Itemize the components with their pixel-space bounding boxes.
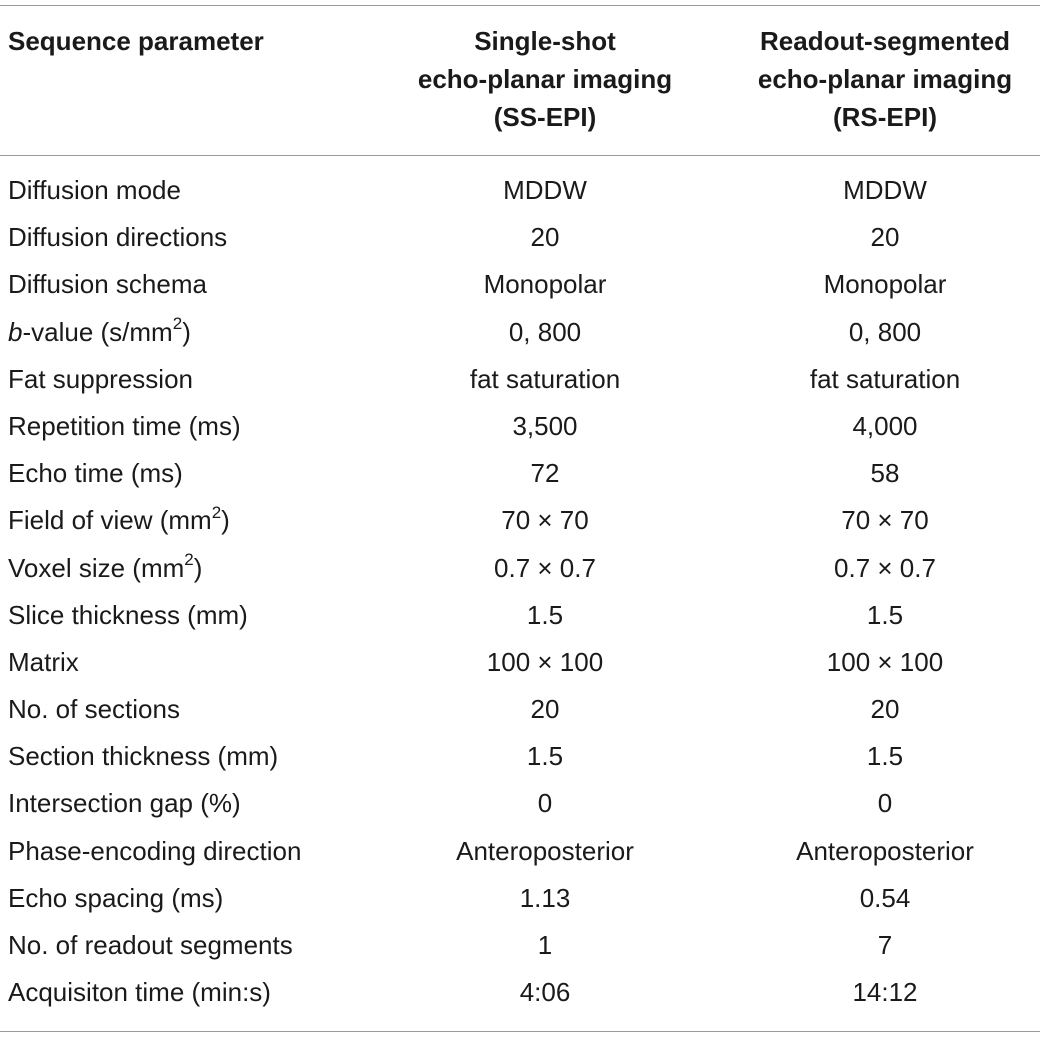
param-cell bbox=[8, 357, 193, 401]
param-cell bbox=[8, 829, 301, 873]
param-text: Repetition time (ms) bbox=[8, 410, 241, 441]
param-text: -value (s/mm bbox=[22, 316, 173, 347]
param-cell bbox=[8, 640, 79, 684]
table-row bbox=[0, 734, 1040, 781]
header-col0-text: Sequence parameter bbox=[8, 26, 264, 56]
param-tail: ) bbox=[193, 552, 203, 583]
ss-epi-value: 3,500 bbox=[512, 410, 578, 441]
param-text: Phase-encoding direction bbox=[8, 835, 302, 866]
table-row bbox=[0, 781, 1040, 828]
ss-epi-value: 0 bbox=[537, 788, 553, 819]
param-cell bbox=[8, 970, 271, 1014]
param-text: Field of view (mm bbox=[8, 505, 212, 536]
table-row bbox=[0, 404, 1040, 451]
param-cell bbox=[8, 498, 230, 542]
rs-epi-value: 20 bbox=[870, 694, 900, 725]
header-rs-epi bbox=[730, 22, 1040, 136]
ss-epi-value: 72 bbox=[530, 458, 560, 489]
rs-epi-value: 100 × 100 bbox=[826, 646, 944, 677]
param-superscript: 2 bbox=[172, 313, 183, 333]
param-text: Intersection gap (%) bbox=[8, 788, 241, 819]
ss-epi-value: 4:06 bbox=[519, 977, 571, 1008]
bottom-rule bbox=[0, 1031, 1040, 1032]
rs-epi-value: 14:12 bbox=[852, 977, 918, 1008]
rs-epi-value: Monopolar bbox=[823, 269, 947, 300]
header-col2-line: Readout-segmented bbox=[760, 26, 1010, 56]
param-superscript: 2 bbox=[184, 549, 194, 569]
param-cell bbox=[8, 734, 278, 778]
rs-epi-value: 58 bbox=[870, 458, 900, 489]
ss-epi-value: 0, 800 bbox=[508, 316, 582, 347]
ss-epi-value: 20 bbox=[530, 694, 560, 725]
param-cell bbox=[8, 215, 227, 259]
param-text: No. of sections bbox=[8, 694, 180, 725]
rs-epi-value: 20 bbox=[870, 222, 900, 253]
param-superscript: 2 bbox=[211, 502, 222, 522]
param-cell bbox=[8, 451, 183, 495]
rs-epi-value: 4,000 bbox=[852, 410, 918, 441]
param-cell bbox=[8, 310, 191, 354]
rs-epi-value: MDDW bbox=[843, 175, 927, 205]
ss-epi-value: 1.13 bbox=[519, 882, 571, 913]
table-row bbox=[0, 923, 1040, 970]
header-col2-line: (RS-EPI) bbox=[833, 102, 937, 132]
param-text: Diffusion directions bbox=[8, 222, 228, 253]
param-cell bbox=[8, 168, 181, 212]
param-text: Diffusion schema bbox=[8, 269, 207, 300]
ss-epi-value: 1.5 bbox=[526, 599, 564, 630]
ss-epi-value: fat saturation bbox=[469, 363, 621, 394]
param-cell bbox=[8, 593, 248, 637]
rs-epi-value: Anteroposterior bbox=[796, 835, 974, 866]
param-text: Matrix bbox=[8, 646, 79, 677]
table-row bbox=[0, 215, 1040, 262]
param-text: Echo spacing (ms) bbox=[8, 882, 224, 913]
param-cell bbox=[8, 781, 241, 825]
param-text: Voxel size (mm bbox=[8, 552, 185, 583]
ss-epi-value: 1.5 bbox=[526, 741, 564, 772]
param-text: No. of readout segments bbox=[8, 930, 293, 960]
ss-epi-value: Monopolar bbox=[483, 269, 607, 300]
param-cell bbox=[8, 687, 180, 731]
header-col2-line: echo-planar imaging bbox=[757, 64, 1013, 94]
rs-epi-value: 1.5 bbox=[866, 599, 904, 630]
param-cell bbox=[8, 546, 202, 590]
rs-epi-value: 1.5 bbox=[866, 741, 904, 772]
table-row bbox=[0, 970, 1040, 1017]
param-text: Fat suppression bbox=[8, 363, 193, 394]
param-cell bbox=[8, 876, 223, 920]
header-ss-epi bbox=[395, 22, 695, 136]
header-col1-line: (SS-EPI) bbox=[493, 102, 597, 132]
param-text: Section thickness (mm) bbox=[8, 741, 279, 772]
rs-epi-value: 0, 800 bbox=[848, 316, 922, 347]
header-sequence-parameter bbox=[8, 22, 264, 60]
header-col1-line: Single-shot bbox=[474, 26, 616, 56]
rs-epi-value: 7 bbox=[877, 930, 893, 960]
table-row bbox=[0, 168, 1040, 215]
table-row bbox=[0, 498, 1040, 545]
header-rule bbox=[0, 155, 1040, 156]
rs-epi-value: 70 × 70 bbox=[841, 505, 929, 536]
ss-epi-value: 20 bbox=[530, 222, 560, 253]
param-cell bbox=[8, 923, 293, 967]
rs-epi-value: 0.7 × 0.7 bbox=[834, 552, 936, 583]
table-row bbox=[0, 687, 1040, 734]
table-row bbox=[0, 593, 1040, 640]
param-text: Acquisiton time (min:s) bbox=[8, 977, 271, 1008]
header-col1-line: echo-planar imaging bbox=[417, 64, 673, 94]
ss-epi-value: 0.7 × 0.7 bbox=[494, 552, 596, 583]
ss-epi-value: 1 bbox=[537, 930, 553, 960]
ss-epi-value: 100 × 100 bbox=[486, 646, 604, 677]
rs-epi-value: fat saturation bbox=[809, 363, 961, 394]
ss-epi-value: Anteroposterior bbox=[456, 835, 634, 866]
param-tail: ) bbox=[182, 316, 191, 347]
param-cell bbox=[8, 262, 207, 306]
rs-epi-value: 0 bbox=[877, 788, 893, 819]
table-row bbox=[0, 451, 1040, 498]
table-body bbox=[0, 168, 1040, 1017]
table-row bbox=[0, 357, 1040, 404]
table-row bbox=[0, 262, 1040, 309]
param-text: Diffusion mode bbox=[8, 175, 181, 205]
param-tail: ) bbox=[221, 505, 230, 536]
param-cell bbox=[8, 404, 241, 448]
table-row bbox=[0, 829, 1040, 876]
ss-epi-value: 70 × 70 bbox=[501, 505, 589, 536]
table-row bbox=[0, 640, 1040, 687]
param-text: Echo time (ms) bbox=[8, 458, 183, 489]
table-row bbox=[0, 876, 1040, 923]
table-row bbox=[0, 310, 1040, 357]
ss-epi-value: MDDW bbox=[503, 175, 587, 205]
top-rule bbox=[0, 5, 1040, 6]
table-row bbox=[0, 546, 1040, 593]
param-text: Slice thickness (mm) bbox=[8, 599, 248, 630]
param-italic: b bbox=[8, 316, 23, 347]
rs-epi-value: 0.54 bbox=[859, 882, 911, 913]
